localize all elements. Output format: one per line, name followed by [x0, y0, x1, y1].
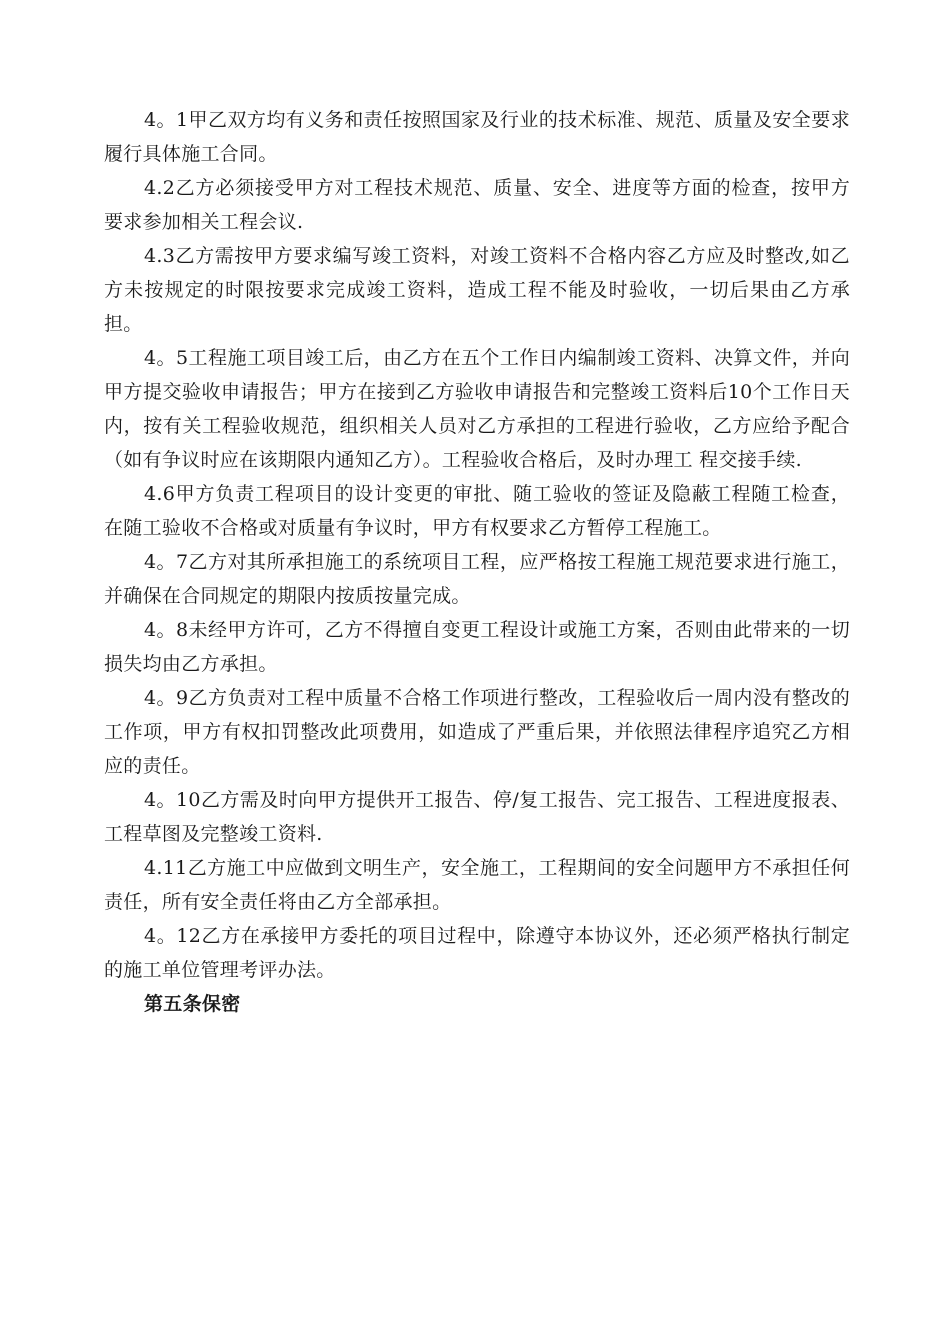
- section-heading: 第五条保密: [144, 993, 241, 1015]
- clause-4-1: 4。1甲乙双方均有义务和责任按照国家及行业的技术标准、规范、质量及安全要求履行具体施工合同。: [104, 109, 850, 165]
- document-body: [104, 103, 850, 1021]
- clause-4-8: 4。8未经甲方许可，乙方不得擅自变更工程设计或施工方案，否则由此带来的一切损失均由乙方承担。: [104, 619, 850, 675]
- clause-4-11: 4.11乙方施工中应做到文明生产，安全施工，工程期间的安全问题甲方不承担任何责任，所有安全责任将由乙方全部承担。: [104, 857, 850, 913]
- clause-4-6: 4.6甲方负责工程项目的设计变更的审批、随工验收的签证及隐蔽工程随工检查，在随工验收不合格或对质量有争议时，甲方有权要求乙方暂停工程施工。: [104, 483, 850, 539]
- clause-4-7: 4。7乙方对其所承担施工的系统项目工程，应严格按工程施工规范要求进行施工，并确保在合同规定的期限内按质按量完成。: [104, 551, 850, 607]
- clause-4-12: 4。12乙方在承接甲方委托的项目过程中，除遵守本协议外，还必须严格执行制定的施工单位管理考评办法。: [104, 925, 850, 981]
- clause-4-3: 4.3乙方需按甲方要求编写竣工资料，对竣工资料不合格内容乙方应及时整改,如乙方未按规定的时限按要求完成竣工资料，造成工程不能及时验收，一切后果由乙方承担。: [104, 245, 850, 335]
- clause-4-2: 4.2乙方必须接受甲方对工程技术规范、质量、安全、进度等方面的检查，按甲方要求参加相关工程会议.: [104, 177, 850, 233]
- clause-4-10: 4。10乙方需及时向甲方提供开工报告、停/复工报告、完工报告、工程进度报表、工程草图及完整竣工资料.: [104, 789, 850, 845]
- clause-4-9: 4。9乙方负责对工程中质量不合格工作项进行整改，工程验收后一周内没有整改的工作项，甲方有权扣罚整改此项费用，如造成了严重后果，并依照法律程序追究乙方相应的责任。: [104, 687, 850, 777]
- clause-4-5: 4。5工程施工项目竣工后，由乙方在五个工作日内编制竣工资料、决算文件，并向甲方提交验收申请报告；甲方在接到乙方验收申请报告和完整竣工资料后10个工作日天内，按有关工程验收规范，组织相关人员对乙方承担的工程进行验收，乙方应给予配合（如有争议时应在该期限内通知乙方）。工程验收合格后，及时办理工 程交接手续.: [104, 347, 850, 471]
